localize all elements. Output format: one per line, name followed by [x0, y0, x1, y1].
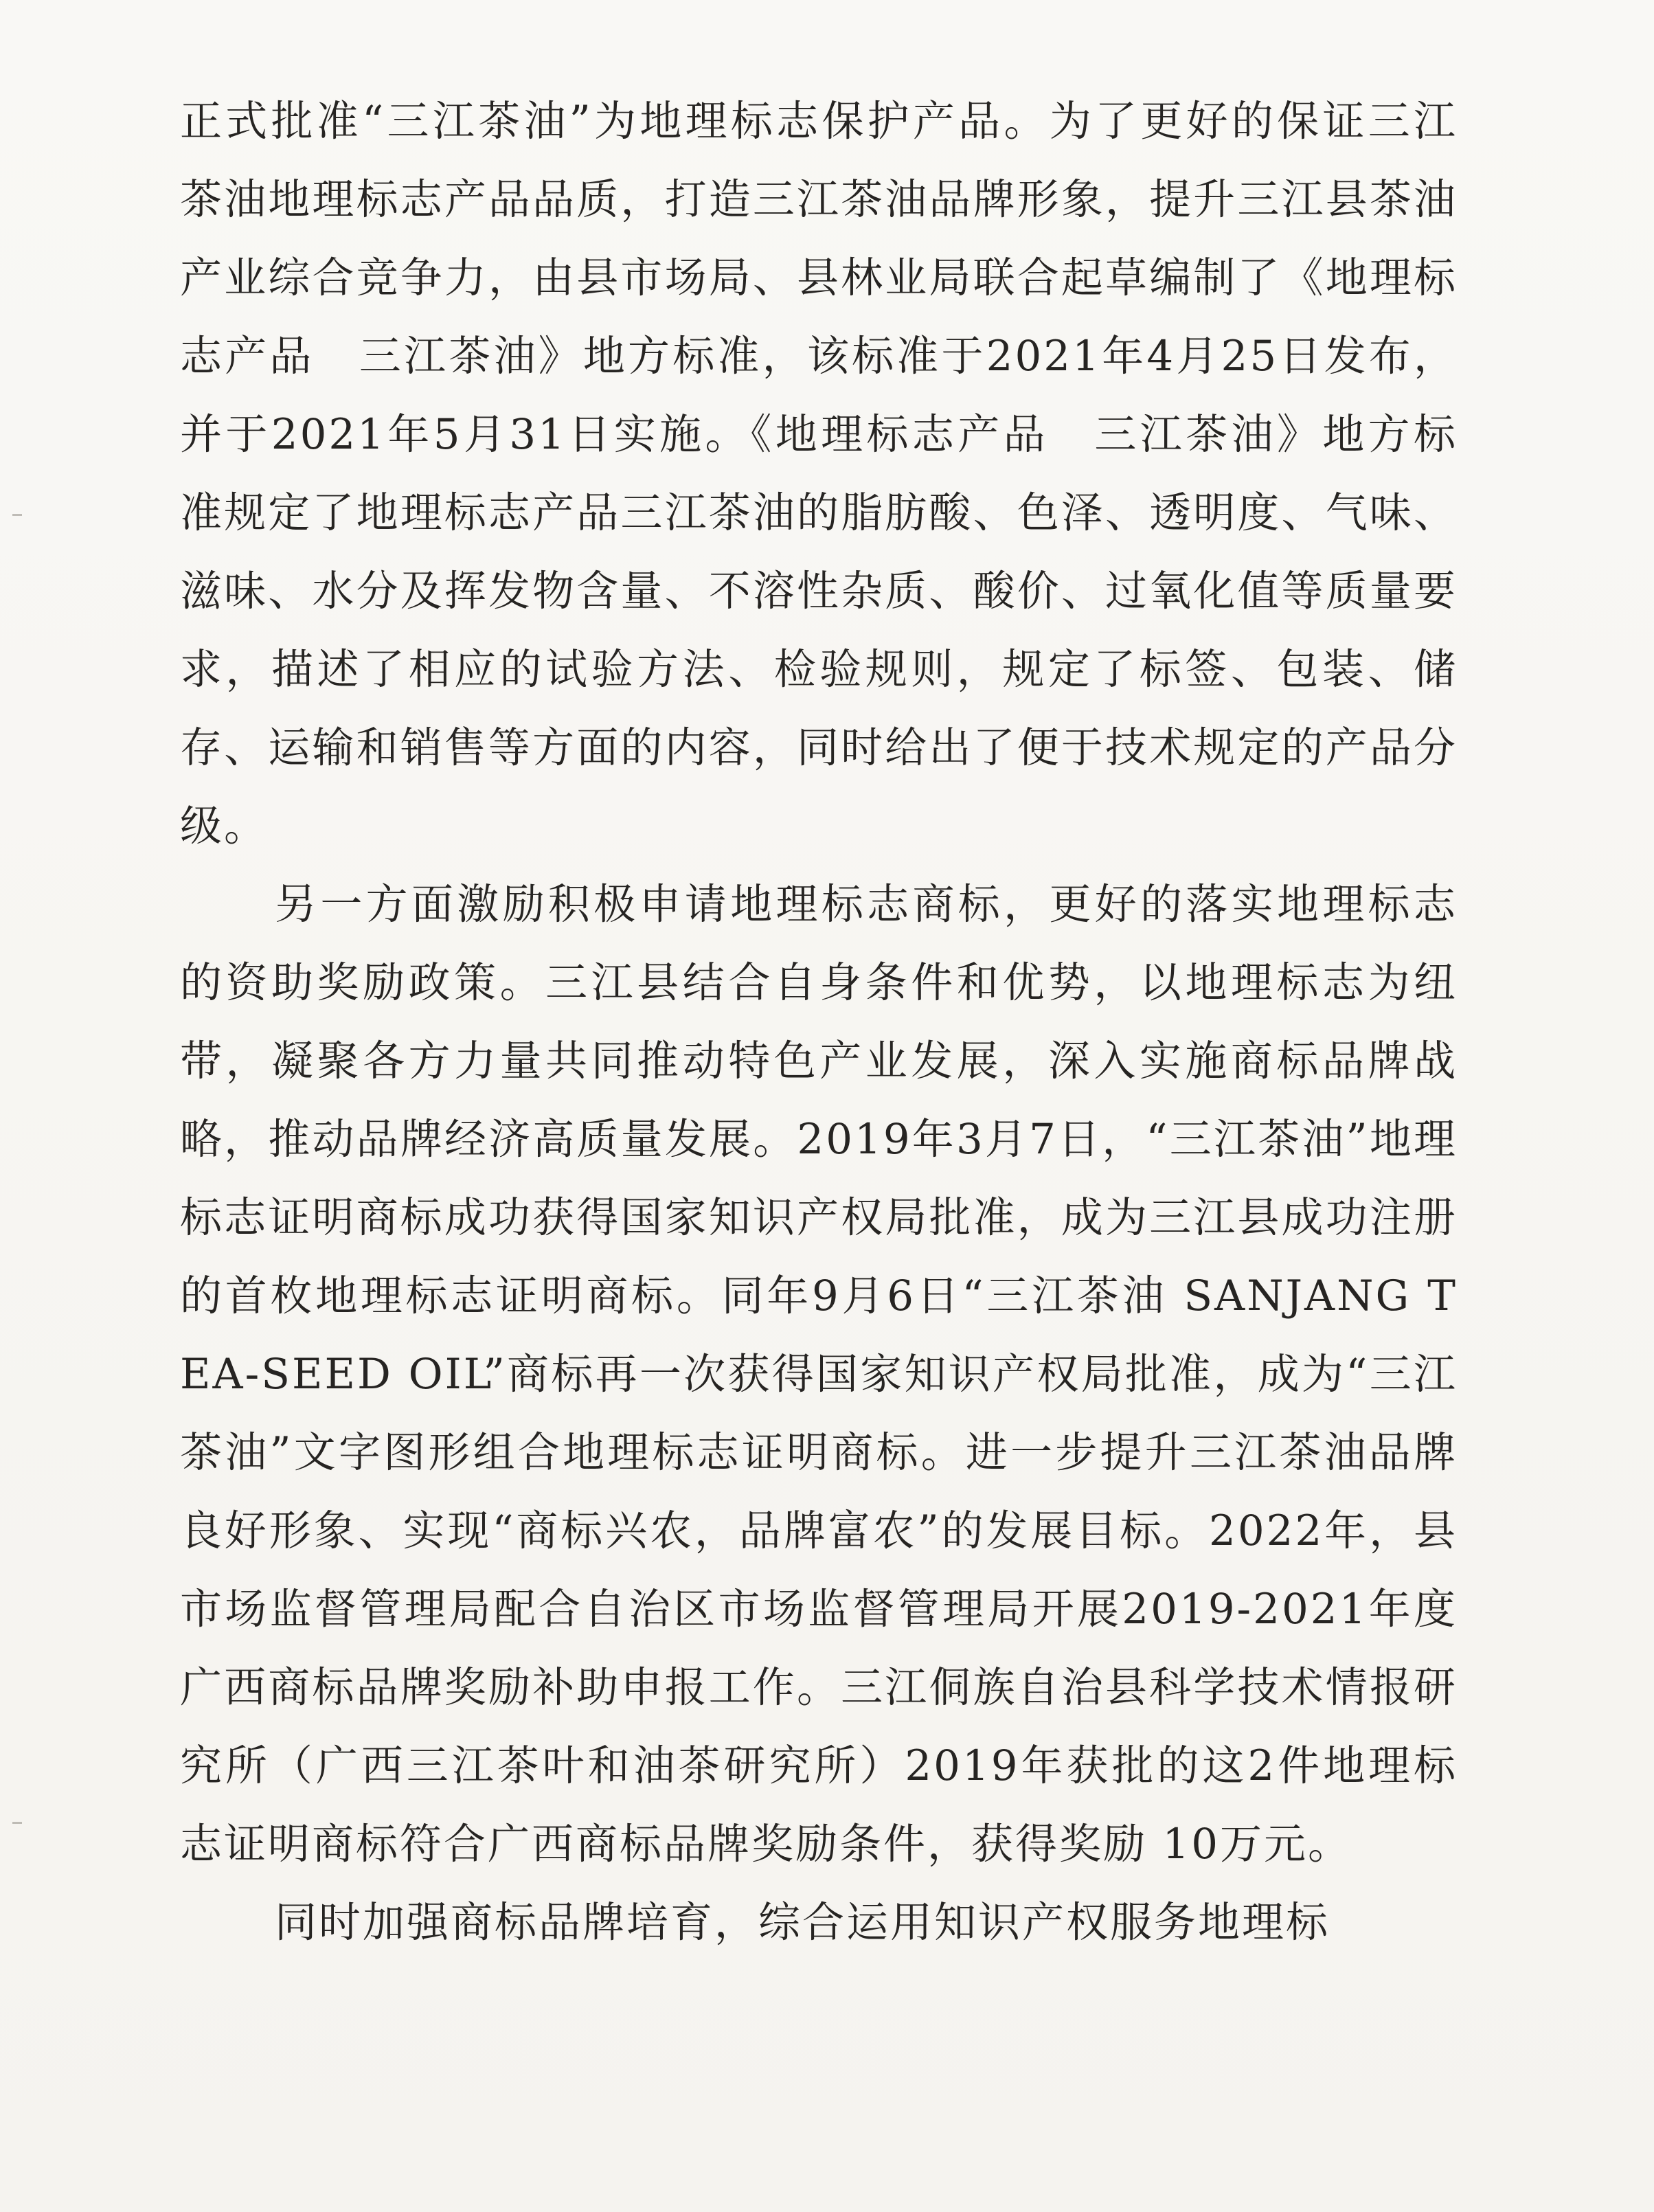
scan-margin-mark	[12, 514, 22, 516]
scan-margin-mark	[12, 1822, 22, 1824]
paragraph-brand-cultivation: 同时加强商标品牌培育，综合运用知识产权服务地理标	[275, 1898, 1330, 1947]
paragraph-standard-approval: 正式批准“三江茶油”为地理标志保护产品。为了更好的保证三江茶油地理标志产品品质，打造三江茶油品牌形象，提升三江县茶油产业综合竞争力，由县市场局、县林业局联合起草编制了《地理标志产品 三江茶油》地方标准，该标准于2021年4月25日发布，并于2021年5月31日实施。《地理标志产品 三江茶油》地方标准规定了地理标志产品三江茶油的脂肪酸、色泽、透明度、气味、滋味、水分及挥发物含量、不溶性杂质、酸价、过氧化值等质量要求，描述了相应的试验方法、检验规则，规定了标签、包装、储存、运输和销售等方面的内容，同时给出了便于技术规定的产品分级。	[180, 97, 1458, 850]
paragraph-trademark-incentives: 另一方面激励积极申请地理标志商标，更好的落实地理标志的资助奖励政策。三江县结合自身条件和优势，以地理标志为纽带，凝聚各方力量共同推动特色产业发展，深入实施商标品牌战略，推动品牌经济高质量发展。2019年3月7日，“三江茶油”地理标志证明商标成功获得国家知识产权局批准，成为三江县成功注册的首枚地理标志证明商标。同年9月6日“三江茶油 SANJANG TEA-SEED OIL”商标再一次获得国家知识产权局批准，成为“三江茶油”文字图形组合地理标志证明商标。进一步提升三江茶油品牌良好形象、实现“商标兴农，品牌富农”的发展目标。2022年，县市场监督管理局配合自治区市场监督管理局开展2019-2021年度广西商标品牌奖励补助申报工作。三江侗族自治县科学技术情报研究所（广西三江茶叶和油茶研究所）2019年获批的这2件地理标志证明商标符合广西商标品牌奖励条件，获得奖励 10万元。	[180, 880, 1458, 1869]
document-body	[180, 82, 1458, 1962]
